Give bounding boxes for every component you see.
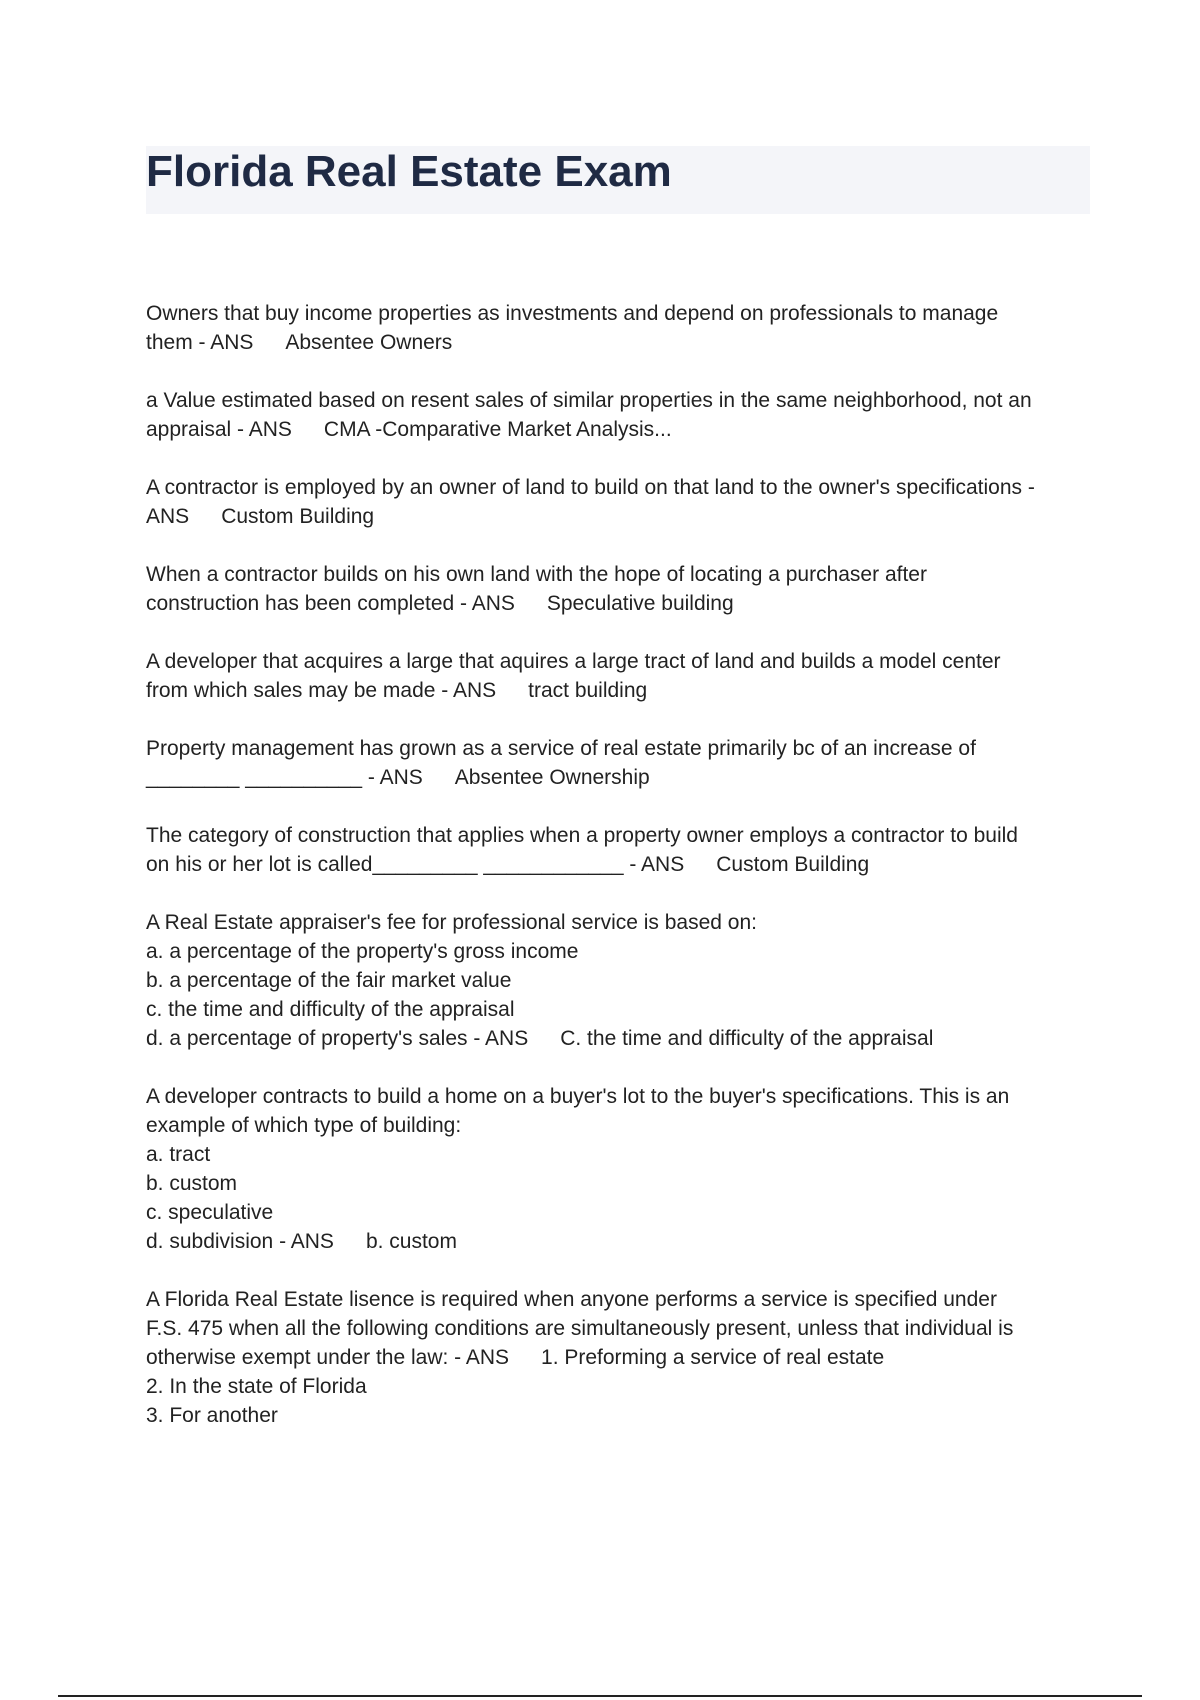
question-line [146, 1285, 1090, 1314]
question-line [146, 937, 1090, 966]
question-text: d. subdivision - ANS [146, 1230, 334, 1253]
question-line [146, 1082, 1090, 1111]
question-line [146, 328, 1090, 357]
question-line [146, 1314, 1090, 1343]
question-text: b. a percentage of the fair market value [146, 969, 512, 992]
question-line [146, 415, 1090, 444]
question-line [146, 1343, 1090, 1372]
question-line [146, 1169, 1090, 1198]
question-line [146, 473, 1090, 502]
question-text: ________ __________ - ANS [146, 766, 423, 789]
question-line [146, 966, 1090, 995]
question-text: a. tract [146, 1143, 211, 1166]
question-line [146, 763, 1090, 792]
answer-text: 1. Preforming a service of real estate [541, 1346, 885, 1369]
question-line [146, 676, 1090, 705]
qa-list [146, 299, 1090, 1459]
question-text: A developer that acquires a large that aquires a large tract of land and builds a model center [146, 650, 1001, 673]
question-text: a. a percentage of the property's gross income [146, 940, 579, 963]
qa-item [146, 647, 1090, 705]
question-text: construction has been completed - ANS [146, 592, 515, 615]
question-text: A contractor is employed by an owner of land to build on that land to the owner's specifications - [146, 476, 1035, 499]
qa-item [146, 1082, 1090, 1256]
answer-text: CMA -Comparative Market Analysis... [323, 418, 672, 441]
answer-text: Speculative building [546, 592, 734, 615]
question-text: b. custom [146, 1172, 238, 1195]
question-text: F.S. 475 when all the following conditions are simultaneously present, unless that individual is [146, 1317, 1014, 1340]
question-line [146, 1111, 1090, 1140]
qa-item [146, 473, 1090, 531]
qa-item [146, 560, 1090, 618]
footer-rule [58, 1695, 1142, 1697]
qa-item [146, 299, 1090, 357]
question-line [146, 908, 1090, 937]
question-text: d. a percentage of property's sales - ANS [146, 1027, 529, 1050]
question-line [146, 560, 1090, 589]
question-text: appraisal - ANS [146, 418, 292, 441]
qa-item [146, 908, 1090, 1053]
question-text: from which sales may be made - ANS [146, 679, 497, 702]
question-text: on his or her lot is called_________ ____________ - ANS [146, 853, 685, 876]
question-line [146, 1140, 1090, 1169]
question-line [146, 502, 1090, 531]
question-text: Property management has grown as a service of real estate primarily bc of an increase of [146, 737, 976, 760]
answer-text: b. custom [365, 1230, 457, 1253]
answer-line: 3. For another [146, 1404, 278, 1427]
answer-text: Absentee Ownership [454, 766, 650, 789]
question-text: example of which type of building: [146, 1114, 462, 1137]
question-line [146, 1024, 1090, 1053]
question-line [146, 821, 1090, 850]
question-line [146, 734, 1090, 763]
question-text: c. the time and difficulty of the appraisal [146, 998, 515, 1021]
question-text: Owners that buy income properties as investments and depend on professionals to manage [146, 302, 999, 325]
question-line [146, 589, 1090, 618]
question-line [146, 1227, 1090, 1256]
question-text: ANS [146, 505, 190, 528]
answer-text: tract building [528, 679, 648, 702]
question-text: c. speculative [146, 1201, 274, 1224]
question-text: A developer contracts to build a home on a buyer's lot to the buyer's specifications. This is an [146, 1085, 1010, 1108]
question-line [146, 1198, 1090, 1227]
qa-item [146, 821, 1090, 879]
qa-item [146, 734, 1090, 792]
answer-line: 2. In the state of Florida [146, 1375, 367, 1398]
question-text: a Value estimated based on resent sales of similar properties in the same neighborhood, not an [146, 389, 1032, 412]
answer-text: Custom Building [221, 505, 375, 528]
question-text: When a contractor builds on his own land with the hope of locating a purchaser after [146, 563, 927, 586]
answer-text: Custom Building [716, 853, 870, 876]
answer-text: C. the time and difficulty of the appraisal [560, 1027, 934, 1050]
question-text: them - ANS [146, 331, 254, 354]
question-line [146, 647, 1090, 676]
page-title: Florida Real Estate Exam [146, 147, 672, 196]
question-text: A Florida Real Estate lisence is required when anyone performs a service is specified under [146, 1288, 997, 1311]
question-text: otherwise exempt under the law: - ANS [146, 1346, 510, 1369]
question-text: A Real Estate appraiser's fee for professional service is based on: [146, 911, 757, 934]
question-line [146, 386, 1090, 415]
question-line [146, 995, 1090, 1024]
question-line [146, 850, 1090, 879]
question-text: The category of construction that applies when a property owner employs a contractor to build [146, 824, 1018, 847]
qa-item [146, 386, 1090, 444]
question-line [146, 299, 1090, 328]
answer-text: Absentee Owners [285, 331, 453, 354]
qa-item [146, 1285, 1090, 1430]
